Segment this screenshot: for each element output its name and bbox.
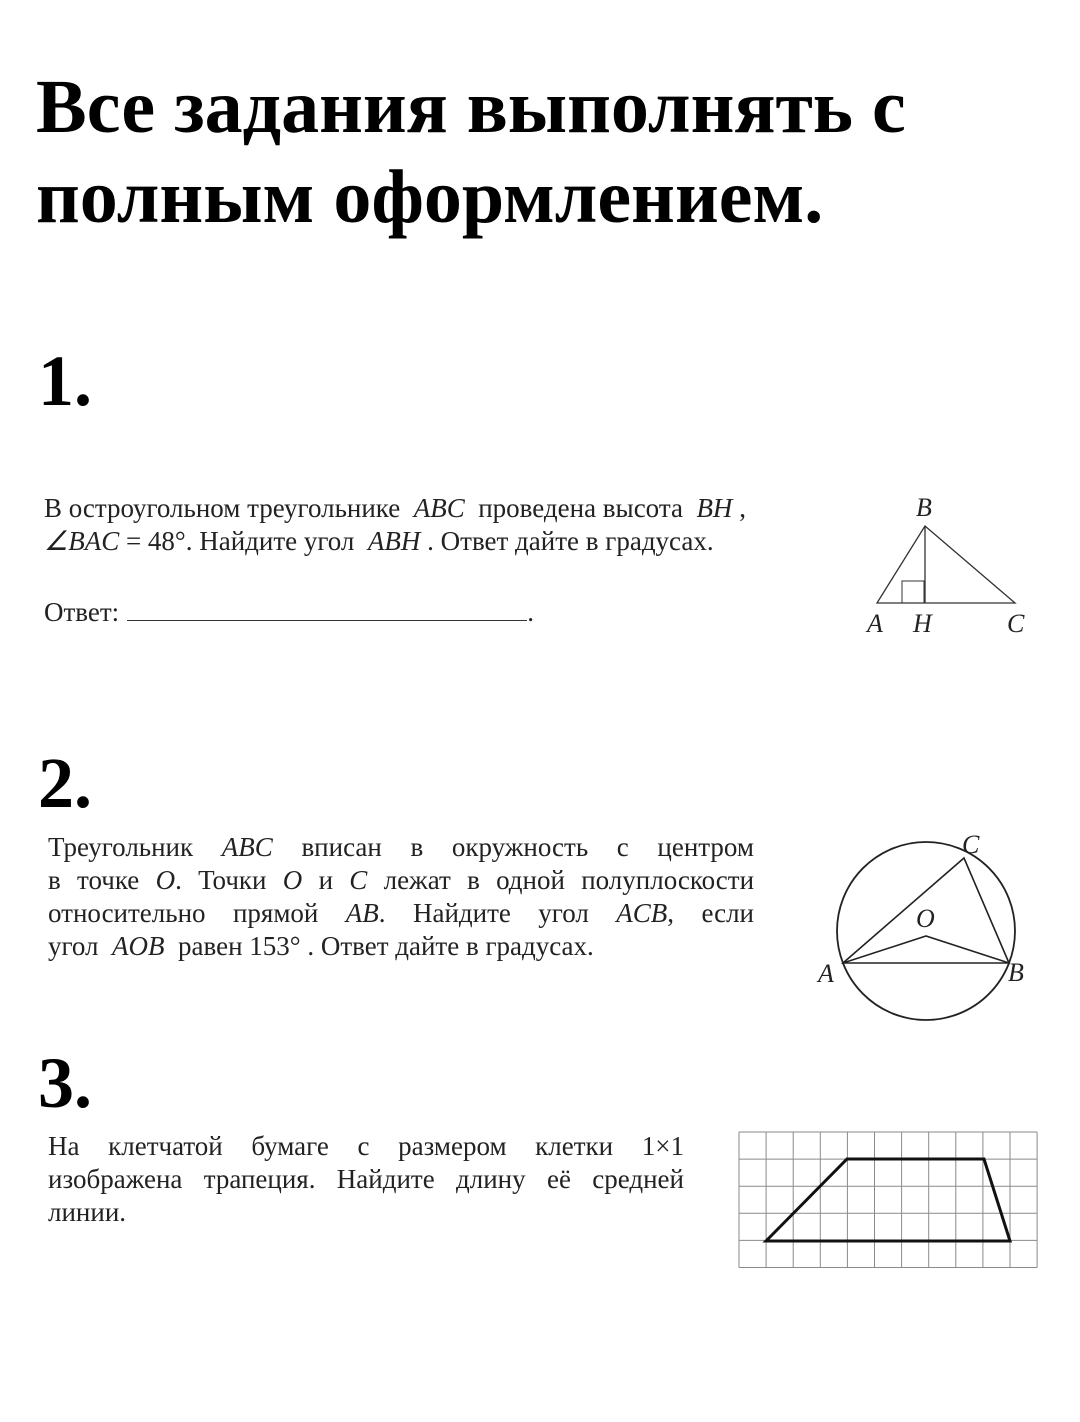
page-heading [36, 62, 1046, 242]
task-2-line-4 [48, 930, 754, 963]
task-1-triangle-figure [855, 490, 1055, 650]
task-3-grid-figure [738, 1131, 1038, 1270]
task-2-text-g: относительно прямой [48, 898, 319, 928]
task-1-line-1 [44, 492, 844, 525]
answer-blank[interactable] [127, 598, 527, 621]
angle-abh-label: ABH [367, 526, 421, 556]
task-1-text-d: . Ответ дайте в градусах. [427, 526, 714, 556]
task-3-number: 3. [38, 1043, 92, 1123]
task-3-line-2: изображена трапеция. Найдите длину её средней [48, 1164, 684, 1194]
task-2-text [48, 831, 754, 963]
height-bh-label: BH [696, 493, 733, 523]
task-3-line-3: линии. [48, 1197, 127, 1227]
triangle-abc [877, 526, 1015, 603]
line-ab-label: AB [345, 898, 379, 928]
task-2-text-i: , если [667, 898, 755, 928]
center-o-label: O [916, 904, 935, 933]
task-2-text-e: и [318, 865, 334, 895]
task-2-circle-figure [812, 826, 1042, 1026]
task-2-text-d: . Точки [175, 865, 267, 895]
vertex-b-label: B [916, 493, 932, 522]
task-1-number: 1. [38, 341, 92, 421]
heading-line-1: Все задания выполнять с [36, 65, 906, 149]
answer-label: Ответ: [44, 597, 120, 627]
heading-line-2: полным оформлением. [36, 155, 824, 239]
task-3-line-1: На клетчатой бумаге с размером клетки 1×1 [48, 1131, 684, 1161]
graph-paper-grid [739, 1132, 1037, 1268]
task-2-number: 2. [38, 743, 92, 823]
task-2-text-f: лежат в одной полуплоскости [383, 865, 755, 895]
task-2-text-k: . Ответ дайте в градусах. [307, 931, 594, 961]
point-c-label: C [349, 865, 368, 895]
task-2-text-c: в точке [48, 865, 140, 895]
center-o-label: O [155, 865, 176, 895]
vertex-a-label: A [867, 609, 883, 638]
task-1-comma: , [739, 493, 746, 523]
angle-bac-label: ∠BAC [44, 526, 120, 556]
answer-end: . [527, 597, 534, 627]
point-o-label: O [282, 865, 303, 895]
task-1-text-b: проведена высота [478, 493, 683, 523]
radii-oa-ob [843, 936, 1009, 963]
task-1-text-a: В остроугольном треугольнике [44, 493, 401, 523]
vertex-c-label: C [1007, 609, 1025, 638]
angle-aob-value: равен 153° [178, 931, 301, 961]
task-2-line-2 [48, 864, 754, 897]
task-2-line-1 [48, 831, 754, 864]
triangle-abc-label: ABC [413, 493, 465, 523]
triangle-abc-label: ABC [221, 832, 273, 862]
task-2-text-a: Треугольник [48, 832, 194, 862]
vertex-a-label: A [818, 959, 834, 988]
task-1-text [44, 492, 844, 629]
right-angle-mark [902, 581, 924, 603]
vertex-c-label: C [962, 830, 980, 859]
task-2-text-h: . Найдите угол [378, 898, 589, 928]
task-1-answer-row [44, 596, 844, 629]
task-2-text-j: угол [48, 931, 99, 961]
task-2-text-b: вписан в окружность с центром [301, 832, 755, 862]
vertex-b-label: B [1008, 958, 1024, 987]
point-h-label: H [913, 609, 932, 638]
trapezoid [766, 1159, 1010, 1241]
angle-acb-label: ACB [616, 898, 668, 928]
task-1-text-c: . Найдите угол [185, 526, 355, 556]
task-2-line-3 [48, 897, 754, 930]
angle-value: = 48° [125, 526, 186, 556]
task-3-text [48, 1130, 684, 1229]
angle-aob-label: AOB [112, 931, 165, 961]
task-1-line-2 [44, 525, 844, 558]
